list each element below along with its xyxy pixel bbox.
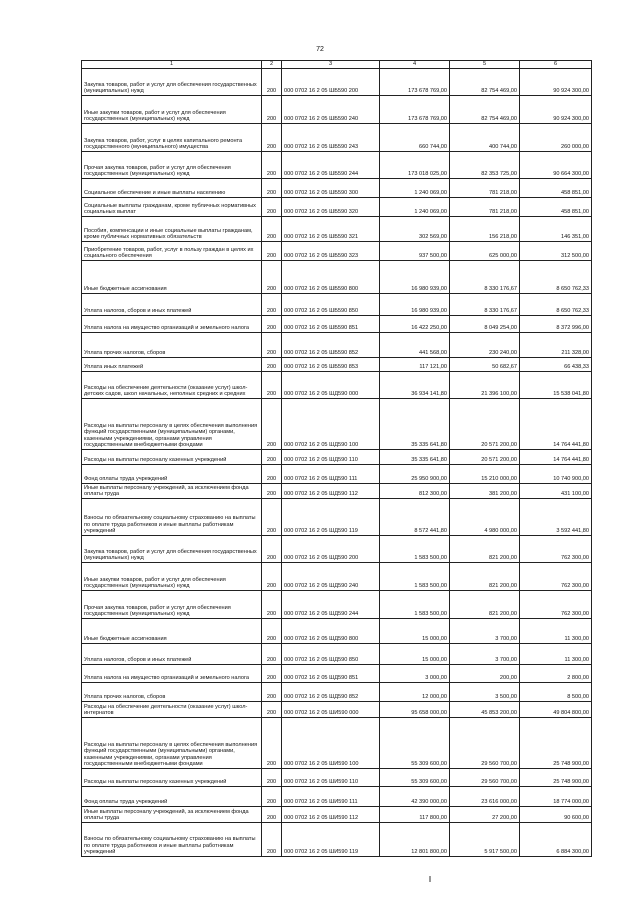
row-name-cell: Социальные выплаты гражданам, кроме публичных нормативных социальных выплат — [82, 198, 262, 217]
row-code-cell: 200 — [262, 316, 282, 333]
row-value-1-cell: 95 658 000,00 — [380, 702, 450, 718]
row-code-cell: 200 — [262, 198, 282, 217]
row-code-cell: 200 — [262, 217, 282, 242]
row-value-1-cell: 3 000,00 — [380, 665, 450, 683]
row-value-1-cell: 16 980 939,00 — [380, 261, 450, 294]
row-value-2-cell: 821 200,00 — [450, 591, 520, 619]
row-name-cell: Иные выплаты персоналу учреждений, за исключением фонда оплаты труда — [82, 484, 262, 499]
row-code-cell: 200 — [262, 536, 282, 563]
row-value-3-cell: 2 800,00 — [520, 665, 592, 683]
row-value-1-cell: 8 572 441,80 — [380, 499, 450, 536]
row-value-2-cell: 781 218,00 — [450, 198, 520, 217]
row-value-1-cell: 660 744,00 — [380, 124, 450, 152]
row-value-3-cell: 8 372 996,00 — [520, 316, 592, 333]
row-classifier-cell: 000 0702 16 2 05 ШБ590 243 — [282, 124, 380, 152]
row-value-1-cell: 35 335 641,80 — [380, 450, 450, 465]
row-value-1-cell: 812 300,00 — [380, 484, 450, 499]
row-value-3-cell: 762 300,00 — [520, 563, 592, 591]
table-row — [82, 358, 592, 372]
row-name-cell: Расходы на обеспечение деятельности (оказание услуг) школ-детских садов, школ начальных, неполных средних и средних — [82, 372, 262, 399]
row-classifier-cell: 000 0702 16 2 05 ШБ590 851 — [282, 316, 380, 333]
row-name-cell: Уплата прочих налогов, сборов — [82, 683, 262, 702]
row-value-2-cell: 15 210 000,00 — [450, 465, 520, 484]
row-value-1-cell: 1 583 500,00 — [380, 591, 450, 619]
row-classifier-cell: 000 0702 16 2 05 ШИ590 119 — [282, 823, 380, 857]
row-classifier-cell: 000 0702 16 2 05 ШБ590 321 — [282, 217, 380, 242]
column-header: 6 — [520, 61, 592, 69]
column-header: 4 — [380, 61, 450, 69]
table-row — [82, 372, 592, 399]
row-code-cell: 200 — [262, 718, 282, 769]
row-value-2-cell: 4 980 000,00 — [450, 499, 520, 536]
row-code-cell: 200 — [262, 787, 282, 807]
row-name-cell: Иные бюджетные ассигнования — [82, 619, 262, 644]
row-name-cell: Взносы по обязательному социальному страхованию на выплаты по оплате труда работников и иные выплаты работникам учреждений — [82, 499, 262, 536]
table-row — [82, 536, 592, 563]
row-code-cell: 200 — [262, 807, 282, 823]
table-row — [82, 124, 592, 152]
row-value-2-cell: 50 682,67 — [450, 358, 520, 372]
row-value-1-cell: 55 309 600,00 — [380, 769, 450, 787]
row-name-cell: Фонд оплаты труда учреждений — [82, 465, 262, 484]
row-classifier-cell: 000 0702 16 2 05 ШД590 200 — [282, 536, 380, 563]
row-classifier-cell: 000 0702 16 2 05 ШД590 110 — [282, 450, 380, 465]
row-value-3-cell: 458 851,00 — [520, 198, 592, 217]
row-value-2-cell: 3 500,00 — [450, 683, 520, 702]
table-row — [82, 96, 592, 124]
table-row — [82, 823, 592, 857]
row-code-cell: 200 — [262, 484, 282, 499]
row-value-1-cell: 12 000,00 — [380, 683, 450, 702]
row-value-1-cell: 1 240 069,00 — [380, 179, 450, 198]
row-classifier-cell: 000 0702 16 2 05 ШБ590 240 — [282, 96, 380, 124]
row-value-1-cell: 55 309 600,00 — [380, 718, 450, 769]
row-classifier-cell: 000 0702 16 2 05 ШД590 800 — [282, 619, 380, 644]
row-name-cell: Расходы на выплаты персоналу казенных учреждений — [82, 450, 262, 465]
row-value-1-cell: 302 569,00 — [380, 217, 450, 242]
row-classifier-cell: 000 0702 16 2 05 ШБ590 200 — [282, 69, 380, 96]
row-code-cell: 200 — [262, 563, 282, 591]
row-name-cell: Фонд оплаты труда учреждений — [82, 787, 262, 807]
table-row — [82, 152, 592, 179]
table-row — [82, 294, 592, 316]
row-value-3-cell: 15 538 041,80 — [520, 372, 592, 399]
row-classifier-cell: 000 0702 16 2 05 ШД590 244 — [282, 591, 380, 619]
row-value-2-cell: 20 571 200,00 — [450, 399, 520, 450]
row-value-3-cell: 14 764 441,80 — [520, 399, 592, 450]
row-code-cell: 200 — [262, 665, 282, 683]
row-code-cell: 200 — [262, 261, 282, 294]
row-value-2-cell: 400 744,00 — [450, 124, 520, 152]
row-code-cell: 200 — [262, 242, 282, 261]
table-row — [82, 179, 592, 198]
row-value-2-cell: 20 571 200,00 — [450, 450, 520, 465]
row-code-cell: 200 — [262, 644, 282, 665]
row-value-1-cell: 173 678 769,00 — [380, 69, 450, 96]
row-value-1-cell: 117 800,00 — [380, 807, 450, 823]
row-value-3-cell: 312 500,00 — [520, 242, 592, 261]
row-value-1-cell: 16 422 250,00 — [380, 316, 450, 333]
table-row — [82, 450, 592, 465]
row-value-3-cell: 14 764 441,80 — [520, 450, 592, 465]
row-value-2-cell: 8 049 254,00 — [450, 316, 520, 333]
table-row — [82, 807, 592, 823]
table-row — [82, 333, 592, 358]
row-value-1-cell: 12 801 800,00 — [380, 823, 450, 857]
column-header: 3 — [282, 61, 380, 69]
row-code-cell: 200 — [262, 769, 282, 787]
scan-mark — [429, 876, 431, 882]
row-classifier-cell: 000 0702 16 2 05 ШИ590 000 — [282, 702, 380, 718]
row-value-3-cell: 8 500,00 — [520, 683, 592, 702]
row-name-cell: Уплата налогов, сборов и иных платежей — [82, 294, 262, 316]
row-value-1-cell: 1 583 500,00 — [380, 563, 450, 591]
row-value-2-cell: 230 240,00 — [450, 333, 520, 358]
row-classifier-cell: 000 0702 16 2 05 ШИ590 110 — [282, 769, 380, 787]
table-header-row — [82, 61, 592, 69]
row-name-cell: Иные бюджетные ассигнования — [82, 261, 262, 294]
row-value-3-cell: 8 650 762,33 — [520, 261, 592, 294]
row-value-2-cell: 23 616 000,00 — [450, 787, 520, 807]
budget-table — [81, 60, 592, 857]
row-value-2-cell: 5 917 500,00 — [450, 823, 520, 857]
row-name-cell: Закупка товаров, работ и услуг для обеспечения государственных (муниципальных) нужд — [82, 69, 262, 96]
row-classifier-cell: 000 0702 16 2 05 ШД590 850 — [282, 644, 380, 665]
table-row — [82, 563, 592, 591]
row-value-1-cell: 1 240 069,00 — [380, 198, 450, 217]
row-value-3-cell: 146 351,00 — [520, 217, 592, 242]
row-value-1-cell: 36 934 141,80 — [380, 372, 450, 399]
row-value-3-cell: 90 924 300,00 — [520, 96, 592, 124]
row-code-cell: 200 — [262, 465, 282, 484]
row-classifier-cell: 000 0702 16 2 05 ШБ590 244 — [282, 152, 380, 179]
row-value-1-cell: 1 583 500,00 — [380, 536, 450, 563]
row-value-3-cell: 49 804 800,00 — [520, 702, 592, 718]
row-name-cell: Расходы на выплаты персоналу в целях обеспечения выполнения функций государственными (муниципальными) органами, казенными учреждениями, органами управления государственными внебюджетными фондами — [82, 399, 262, 450]
table-row — [82, 261, 592, 294]
row-value-3-cell: 11 300,00 — [520, 619, 592, 644]
row-value-2-cell: 45 853 200,00 — [450, 702, 520, 718]
row-classifier-cell: 000 0702 16 2 05 ШБ590 800 — [282, 261, 380, 294]
row-value-1-cell: 173 678 769,00 — [380, 96, 450, 124]
row-name-cell: Уплата прочих налогов, сборов — [82, 333, 262, 358]
row-value-3-cell: 11 300,00 — [520, 644, 592, 665]
column-header: 1 — [82, 61, 262, 69]
column-header: 2 — [262, 61, 282, 69]
row-code-cell: 200 — [262, 619, 282, 644]
row-classifier-cell: 000 0702 16 2 05 ШБ590 300 — [282, 179, 380, 198]
row-value-2-cell: 3 700,00 — [450, 644, 520, 665]
row-value-2-cell: 82 353 725,00 — [450, 152, 520, 179]
table-row — [82, 683, 592, 702]
row-code-cell: 200 — [262, 124, 282, 152]
row-code-cell: 200 — [262, 450, 282, 465]
row-value-2-cell: 27 200,00 — [450, 807, 520, 823]
row-value-2-cell: 625 000,00 — [450, 242, 520, 261]
row-value-3-cell: 25 748 900,00 — [520, 718, 592, 769]
table-body — [82, 69, 592, 857]
row-name-cell: Пособия, компенсации и иные социальные выплаты гражданам, кроме публичных нормативных обязательств — [82, 217, 262, 242]
row-classifier-cell: 000 0702 16 2 05 ШБ590 320 — [282, 198, 380, 217]
row-value-3-cell: 431 100,00 — [520, 484, 592, 499]
row-code-cell: 200 — [262, 702, 282, 718]
row-classifier-cell: 000 0702 16 2 05 ШД590 111 — [282, 465, 380, 484]
table-row — [82, 499, 592, 536]
row-name-cell: Иные закупки товаров, работ и услуг для обеспечения государственных (муниципальных) нужд — [82, 563, 262, 591]
row-code-cell: 200 — [262, 591, 282, 619]
row-code-cell: 200 — [262, 333, 282, 358]
row-value-3-cell: 90 924 300,00 — [520, 69, 592, 96]
table-row — [82, 787, 592, 807]
row-code-cell: 200 — [262, 69, 282, 96]
row-value-3-cell: 90 600,00 — [520, 807, 592, 823]
table-row — [82, 484, 592, 499]
row-classifier-cell: 000 0702 16 2 05 ШД590 851 — [282, 665, 380, 683]
row-classifier-cell: 000 0702 16 2 05 ШД590 112 — [282, 484, 380, 499]
row-classifier-cell: 000 0702 16 2 05 ШИ590 111 — [282, 787, 380, 807]
table-row — [82, 69, 592, 96]
row-classifier-cell: 000 0702 16 2 05 ШИ590 100 — [282, 718, 380, 769]
row-value-1-cell: 441 568,00 — [380, 333, 450, 358]
row-name-cell: Прочая закупка товаров, работ и услуг для обеспечения государственных (муниципальных) нужд — [82, 152, 262, 179]
table-row — [82, 399, 592, 450]
row-name-cell: Прочая закупка товаров, работ и услуг для обеспечения государственных (муниципальных) нужд — [82, 591, 262, 619]
row-code-cell: 200 — [262, 372, 282, 399]
row-value-1-cell: 15 000,00 — [380, 619, 450, 644]
row-value-2-cell: 781 218,00 — [450, 179, 520, 198]
row-value-1-cell: 173 018 025,00 — [380, 152, 450, 179]
row-value-2-cell: 82 754 469,00 — [450, 69, 520, 96]
row-name-cell: Социальное обеспечение и иные выплаты населению — [82, 179, 262, 198]
row-code-cell: 200 — [262, 179, 282, 198]
row-value-3-cell: 458 851,00 — [520, 179, 592, 198]
table-row — [82, 769, 592, 787]
row-classifier-cell: 000 0702 16 2 05 ШД590 852 — [282, 683, 380, 702]
row-name-cell: Уплата налога на имущество организаций и земельного налога — [82, 665, 262, 683]
row-classifier-cell: 000 0702 16 2 05 ШД590 119 — [282, 499, 380, 536]
row-value-3-cell: 260 000,00 — [520, 124, 592, 152]
row-name-cell: Взносы по обязательному социальному страхованию на выплаты по оплате труда работников и иные выплаты работникам учреждений — [82, 823, 262, 857]
row-value-3-cell: 762 300,00 — [520, 591, 592, 619]
row-name-cell: Расходы на обеспечение деятельности (оказание услуг) школ-интернатов — [82, 702, 262, 718]
table-row — [82, 591, 592, 619]
row-value-2-cell: 8 330 176,67 — [450, 294, 520, 316]
table-row — [82, 619, 592, 644]
row-value-1-cell: 16 980 939,00 — [380, 294, 450, 316]
row-code-cell: 200 — [262, 499, 282, 536]
row-name-cell: Иные выплаты персоналу учреждений, за исключением фонда оплаты труда — [82, 807, 262, 823]
row-name-cell: Расходы на выплаты персоналу казенных учреждений — [82, 769, 262, 787]
row-value-2-cell: 21 396 100,00 — [450, 372, 520, 399]
row-value-2-cell: 381 200,00 — [450, 484, 520, 499]
row-value-3-cell: 211 328,00 — [520, 333, 592, 358]
table-row — [82, 718, 592, 769]
row-value-1-cell: 35 335 641,80 — [380, 399, 450, 450]
row-name-cell: Приобретение товаров, работ, услуг в пользу граждан в целях их социального обеспечения — [82, 242, 262, 261]
row-code-cell: 200 — [262, 823, 282, 857]
row-value-3-cell: 8 650 762,33 — [520, 294, 592, 316]
row-value-3-cell: 18 774 000,00 — [520, 787, 592, 807]
row-classifier-cell: 000 0702 16 2 05 ШД590 100 — [282, 399, 380, 450]
row-code-cell: 200 — [262, 96, 282, 124]
row-classifier-cell: 000 0702 16 2 05 ШД590 240 — [282, 563, 380, 591]
row-value-2-cell: 82 754 469,00 — [450, 96, 520, 124]
row-value-3-cell: 10 740 900,00 — [520, 465, 592, 484]
row-value-2-cell: 821 200,00 — [450, 536, 520, 563]
table-row — [82, 702, 592, 718]
row-classifier-cell: 000 0702 16 2 05 ШИ590 112 — [282, 807, 380, 823]
row-classifier-cell: 000 0702 16 2 05 ШД590 000 — [282, 372, 380, 399]
row-value-3-cell: 66 438,33 — [520, 358, 592, 372]
row-value-3-cell: 25 748 900,00 — [520, 769, 592, 787]
row-value-3-cell: 6 884 300,00 — [520, 823, 592, 857]
row-value-1-cell: 25 950 900,00 — [380, 465, 450, 484]
row-classifier-cell: 000 0702 16 2 05 ШБ590 852 — [282, 333, 380, 358]
table-row — [82, 316, 592, 333]
table-row — [82, 665, 592, 683]
row-value-2-cell: 3 700,00 — [450, 619, 520, 644]
row-value-2-cell: 821 200,00 — [450, 563, 520, 591]
row-value-1-cell: 42 390 000,00 — [380, 787, 450, 807]
row-name-cell: Уплата налога на имущество организаций и земельного налога — [82, 316, 262, 333]
row-name-cell: Расходы на выплаты персоналу в целях обеспечения выполнения функций государственными (муниципальными) органами, казенными учреждениями, органами управления государственными внебюджетными фондами — [82, 718, 262, 769]
row-value-3-cell: 762 300,00 — [520, 536, 592, 563]
table-row — [82, 644, 592, 665]
row-name-cell: Закупка товаров, работ и услуг для обеспечения государственных (муниципальных) нужд — [82, 536, 262, 563]
row-value-3-cell: 90 664 300,00 — [520, 152, 592, 179]
row-value-1-cell: 117 121,00 — [380, 358, 450, 372]
column-header: 5 — [450, 61, 520, 69]
table-row — [82, 198, 592, 217]
row-value-2-cell: 156 218,00 — [450, 217, 520, 242]
row-value-2-cell: 29 560 700,00 — [450, 769, 520, 787]
row-name-cell: Уплата налогов, сборов и иных платежей — [82, 644, 262, 665]
row-value-2-cell: 200,00 — [450, 665, 520, 683]
row-code-cell: 200 — [262, 294, 282, 316]
table-row — [82, 242, 592, 261]
row-value-3-cell: 3 592 441,80 — [520, 499, 592, 536]
row-code-cell: 200 — [262, 358, 282, 372]
table-row — [82, 217, 592, 242]
row-value-2-cell: 29 560 700,00 — [450, 718, 520, 769]
row-classifier-cell: 000 0702 16 2 05 ШБ590 853 — [282, 358, 380, 372]
row-code-cell: 200 — [262, 399, 282, 450]
row-name-cell: Иные закупки товаров, работ и услуг для обеспечения государственных (муниципальных) нужд — [82, 96, 262, 124]
row-name-cell: Уплата иных платежей — [82, 358, 262, 372]
row-name-cell: Закупка товаров, работ, услуг в целях капитального ремонта государственного (муниципального) имущества — [82, 124, 262, 152]
row-value-1-cell: 937 500,00 — [380, 242, 450, 261]
row-classifier-cell: 000 0702 16 2 05 ШБ590 850 — [282, 294, 380, 316]
row-classifier-cell: 000 0702 16 2 05 ШБ590 323 — [282, 242, 380, 261]
row-code-cell: 200 — [262, 683, 282, 702]
row-value-1-cell: 15 000,00 — [380, 644, 450, 665]
page-number: 72 — [316, 46, 324, 53]
table-row — [82, 465, 592, 484]
row-code-cell: 200 — [262, 152, 282, 179]
row-value-2-cell: 8 330 176,67 — [450, 261, 520, 294]
